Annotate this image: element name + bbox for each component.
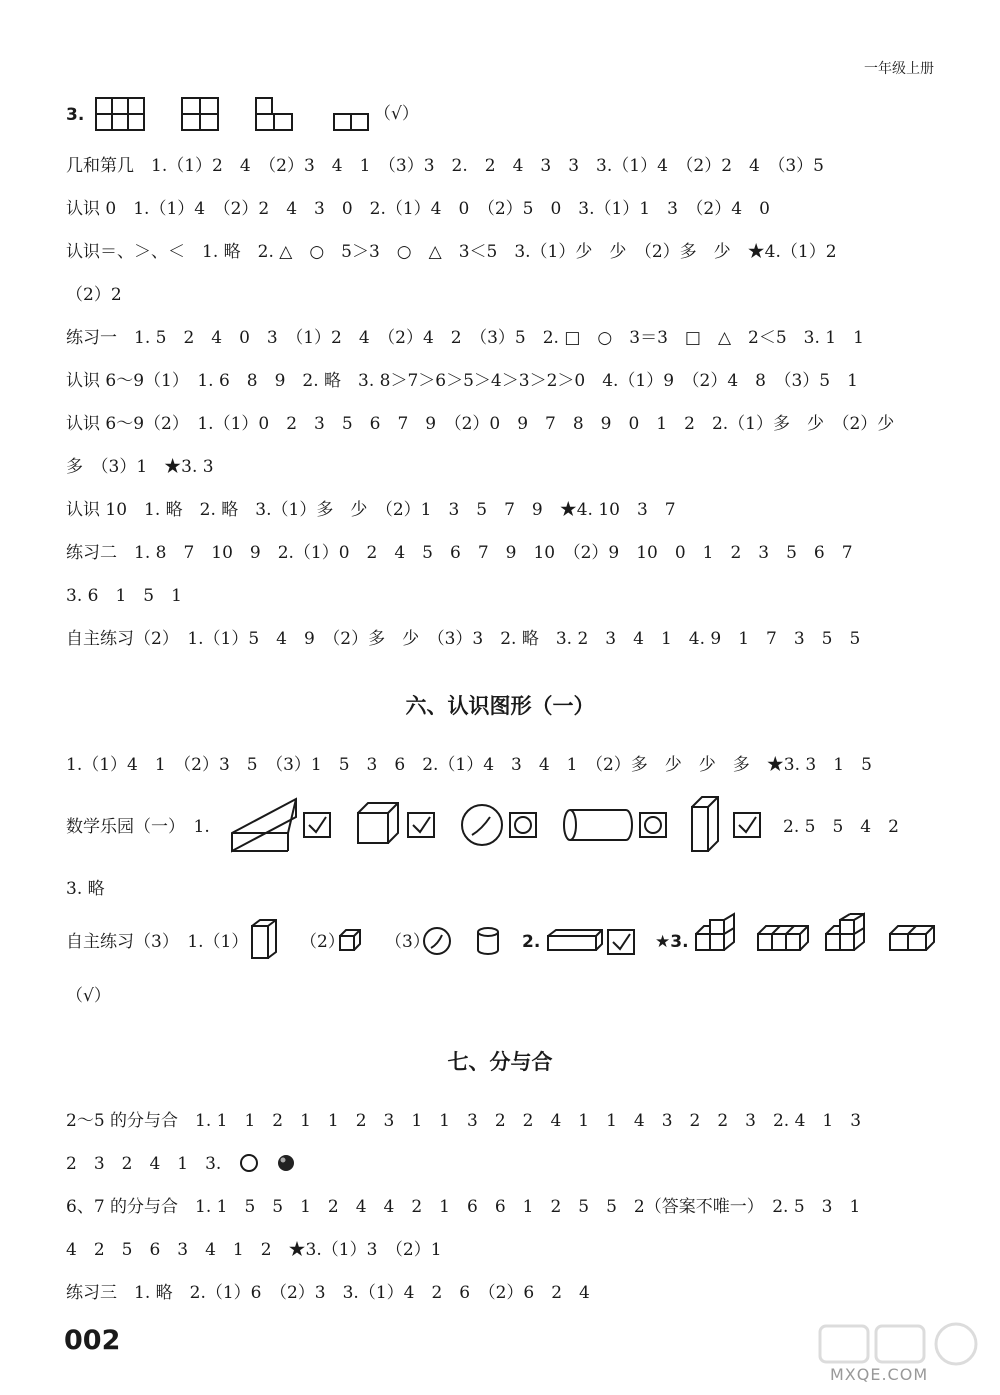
answer-line: 认识 6～9（2） 1.（1）0 2 3 5 6 7 9 （2）0 9 7 8 9 0 1 2 2.（1）多 少 （2）少 (66, 414, 895, 434)
self-practice3-p2: （2） (300, 932, 345, 952)
cube-stacks (694, 918, 940, 958)
page-number: 002 (64, 1325, 121, 1356)
answer-line: 6、7 的分与合 1. 1 5 5 1 2 4 4 2 1 6 6 1 2 5 5 2（答案不唯一） 2. 5 3 1 (66, 1197, 861, 1217)
answer-line: 几和第几 1.（1）2 4 （2）3 4 1 （3）3 2. 2 4 3 3 3.（1）4 （2）2 4 （3）5 (66, 156, 824, 176)
grade-label: 一年级上册 (864, 61, 934, 77)
q3-label: 3. (66, 105, 85, 125)
section-title: 七、分与合 (447, 1050, 553, 1074)
q3-answer: （√） (374, 104, 419, 124)
answer-line: 2 3 2 4 1 3. (66, 1154, 222, 1174)
small-cube (338, 928, 364, 954)
answer-line: 3. 6 1 5 1 (66, 586, 182, 606)
math-park-line2: 3. 略 (66, 879, 105, 899)
answer-line: 练习二 1. 8 7 10 9 2.（1）0 2 4 5 6 7 9 10 （2）9 10 0 1 2 3 5 6 7 (66, 543, 853, 563)
answer-line: 认识 0 1.（1）4 （2）2 4 3 0 2.（1）4 0 （2）5 0 3.（1）1 3 （2）4 0 (66, 199, 770, 219)
answer-line: （2）2 (66, 285, 122, 305)
answer-line: 认识＝、＞、＜ 1. 略 2. △ ○ 5＞3 ○ △ 3＜5 3.（1）少 少 （2）多 少 ★4.（1）2 (66, 242, 837, 262)
solid-shapes-row (228, 795, 768, 855)
watermark-text: MXQE.COM (830, 1365, 929, 1384)
answer-line: 1.（1）4 1 （2）3 5 （3）1 5 3 6 2.（1）4 3 4 1 （2）多 少 少 多 ★3. 3 1 5 (66, 755, 872, 775)
tall-cuboid-small (250, 918, 282, 962)
self-practice3-p3: （3） (385, 932, 430, 952)
circle-pair (238, 1152, 298, 1176)
answer-line: 4 2 5 6 3 4 1 2 ★3.（1）3 （2）1 (66, 1240, 442, 1260)
self-practice3-q3: ★3. (655, 932, 689, 952)
answer-line: 自主练习（2） 1.（1）5 4 9 （2）多 少 （3）3 2. 略 3. 2 3 4 1 4. 9 1 7 3 5 5 (66, 629, 861, 649)
answer-line: 2～5 的分与合 1. 1 1 2 1 1 2 3 1 1 3 2 2 4 1 1 4 3 2 2 3 2. 4 1 3 (66, 1111, 862, 1131)
answer-line: 认识 6～9（1） 1. 6 8 9 2. 略 3. 8＞7＞6＞5＞4＞3＞2＞0 4.（1）9 （2）4 8 （3）5 1 (66, 371, 858, 391)
section-title: 六、认识图形（一） (405, 694, 595, 718)
self-practice3-q2: 2. (522, 932, 541, 952)
answer-line: 认识 10 1. 略 2. 略 3.（1）多 少 （2）1 3 5 7 9 ★4. 10 3 7 (66, 500, 676, 520)
math-park-label: 数学乐园（一） 1. (66, 817, 210, 837)
answer-line: 多 （3）1 ★3. 3 (66, 457, 214, 477)
long-cuboid-check (546, 926, 638, 958)
self-practice3-label: 自主练习（3） 1.（1） (66, 932, 249, 952)
math-park-tail: 2. 5 5 4 2 (783, 817, 899, 837)
small-sphere (422, 926, 454, 958)
small-cylinder (476, 926, 502, 956)
self-practice3-tail: （√） (66, 986, 111, 1006)
answer-line: 练习一 1. 5 2 4 0 3 （1）2 4 （2）4 2 （3）5 2. □ ○ 3＝3 □ △ 2＜5 3. 1 1 (66, 328, 864, 348)
answer-line: 练习三 1. 略 2.（1）6 （2）3 3.（1）4 2 6 （2）6 2 4 (66, 1283, 590, 1303)
grid-figures (94, 96, 384, 136)
